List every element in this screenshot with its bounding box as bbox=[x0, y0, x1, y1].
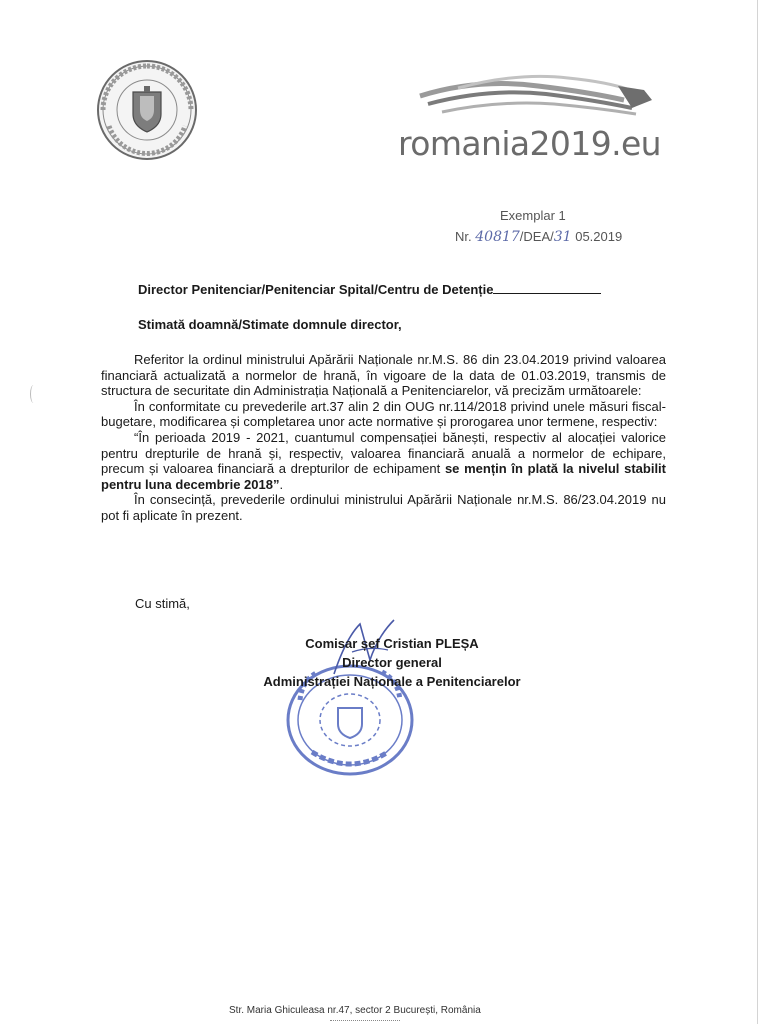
registration-number: 40817 bbox=[475, 229, 520, 245]
recipient-text: Director Penitenciar/Penitenciar Spital/Centru de Detenție bbox=[138, 282, 494, 297]
signatory-name: Comisar șef Cristian PLEȘA bbox=[305, 636, 479, 651]
signatory-institution: Administrației Naționale a Penitenciarelor bbox=[263, 674, 521, 689]
paragraph-1: Referitor la ordinul ministrului Apărării Naționale nr.M.S. 86 din 23.04.2019 privind valoarea financiară actualizată a normelor de hrană, în vigoare de la data de 01.03.2019, transmis de structura de securitate din Administrația Națională a Penitenciarelor, vă precizăm următoarele: bbox=[101, 352, 666, 399]
paragraph-4: În consecință, prevederile ordinului ministrului Apărării Naționale nr.M.S. 86/23.04.2019 nu pot fi aplicate în prezent. bbox=[101, 492, 666, 523]
quote-start: “În perioada 2019 - 2021, cuantumul compensației bănești, respectiv al alocației valorice pentru drepturile de hrană și, respectiv, valoarea financiară anuală a normelor de echipare, precum și valoarea financiară a drepturilor de echipament bbox=[101, 429, 666, 477]
margin-mark bbox=[30, 385, 37, 403]
quote-end: . bbox=[279, 476, 284, 492]
page-edge bbox=[757, 0, 758, 1024]
salutation: Stimată doamnă/Stimate domnule director, bbox=[138, 317, 402, 332]
paragraph-3 bbox=[101, 430, 666, 492]
eu-presidency-wave-icon bbox=[418, 70, 654, 122]
footer-cutoff bbox=[330, 1020, 400, 1025]
presidency-logo-text: romania2019.eu bbox=[398, 124, 661, 163]
copy-label: Exemplar 1 bbox=[500, 208, 566, 223]
registration-middle: /DEA/ bbox=[519, 229, 554, 244]
letter-body bbox=[101, 352, 666, 524]
recipient-blank bbox=[493, 282, 601, 294]
registration-line bbox=[455, 229, 622, 245]
paragraph-2: În conformitate cu prevederile art.37 alin 2 din OUG nr.114/2018 privind unele măsuri fiscal-bugetare, modificarea și completarea unor acte normative și prorogarea unor termene, respectiv: bbox=[101, 398, 666, 430]
signatory-title: Director general bbox=[342, 655, 442, 670]
registration-prefix: Nr. bbox=[455, 229, 472, 244]
ministry-seal-icon bbox=[96, 58, 198, 162]
registration-day: 31 bbox=[553, 229, 572, 245]
recipient-line bbox=[138, 282, 601, 297]
footer-address: Str. Maria Ghiculeasa nr.47, sector 2 București, România bbox=[229, 1005, 481, 1016]
quote-bold: se mențin în plată la nivelul stabilit pentru luna decembrie 2018” bbox=[101, 461, 666, 492]
closing: Cu stimă, bbox=[135, 596, 190, 611]
registration-date: 05.2019 bbox=[575, 229, 623, 244]
signature-block bbox=[230, 634, 554, 691]
presidency-logo bbox=[398, 70, 661, 166]
